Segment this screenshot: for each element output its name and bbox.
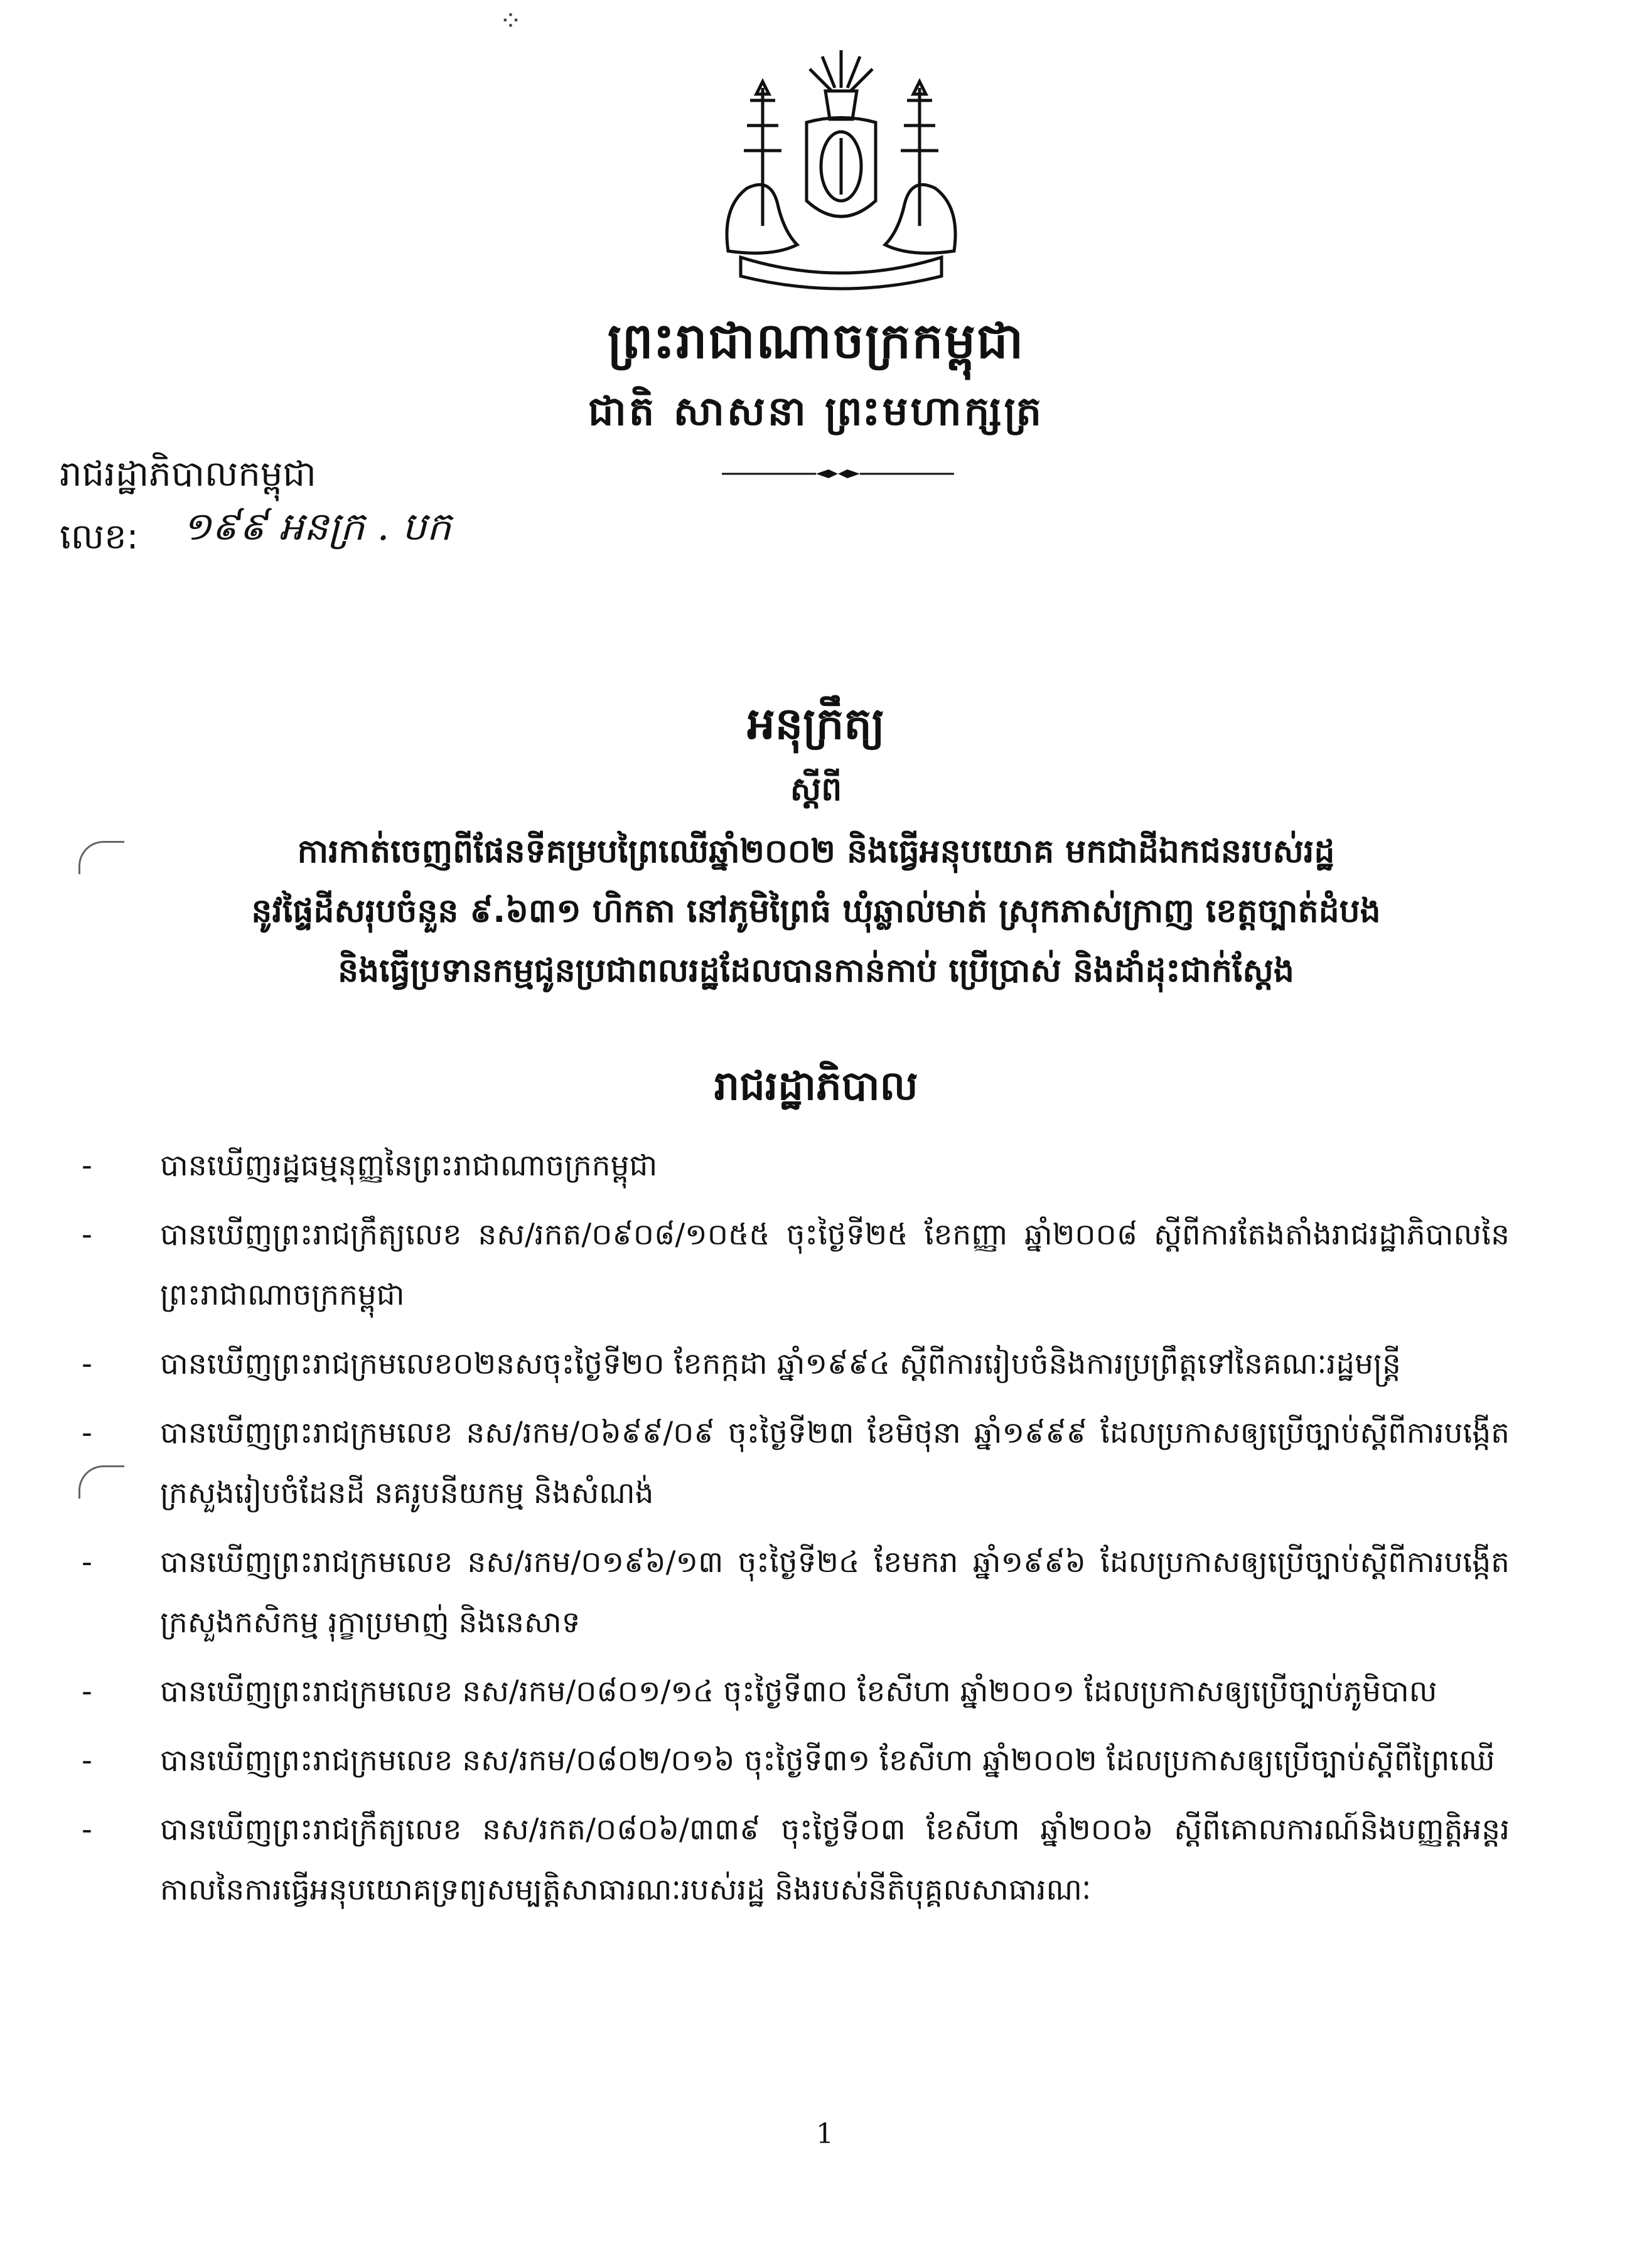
subject-line: និងធ្វើប្រទានកម្មជូនប្រជាពលរដ្ឋដែលបានកាន់កាប់ ប្រើប្រាស់ និងដាំដុះជាក់ស្តែង (338, 952, 1294, 990)
ornamental-divider (722, 468, 954, 480)
crown-shape (825, 91, 857, 119)
left-umbrella (744, 82, 781, 226)
document-subject (100, 822, 1532, 1001)
margin-punch-mark (78, 1465, 124, 1499)
national-motto: ជាតិ សាសនា ព្រះមហាក្សត្រ (588, 388, 1044, 435)
issuing-authority: រាជរដ្ឋាភិបាលកម្ពុជា (60, 454, 316, 495)
scan-speck: ⁘ (499, 5, 522, 37)
reference-text: បានឃើញព្រះរាជក្រមលេខ នស/រកម/០៨០២/០១៦ ចុះថ្ងៃទី៣១ ខែសីហា ឆ្នាំ២០០២ ដែលប្រកាសឲ្យប្រើច្បាប់ស្តីពីព្រៃឈើ (160, 1743, 1495, 1778)
reference-text: បានឃើញព្រះរាជក្រមលេខ នស/រកម/០៨០១/១៤ ចុះថ្ងៃទី៣០ ខែសីហា ឆ្នាំ២០០១ ដែលប្រកាសឲ្យប្រើច្បាប់ភូមិបាល (160, 1674, 1437, 1709)
bullet-dash: - (82, 1416, 92, 1450)
bullet-dash: - (82, 1217, 92, 1252)
reference-item (82, 1205, 1510, 1325)
reference-item (82, 1334, 1510, 1394)
sun-rays (810, 50, 872, 91)
bullet-dash: - (82, 1674, 92, 1709)
reference-text: បានឃើញព្រះរាជក្រមលេខ នស/រកម/០៦៩៩/០៩ ចុះថ្ងៃទី២៣ ខែមិថុនា ឆ្នាំ១៩៩៩ ដែលប្រកាសឲ្យប្រើច្បាប់ស្តីពីការបង្កើតក្រសួងរៀបចំដែនដី នគរូបនីយកម្ម និងសំណង់ (160, 1416, 1510, 1511)
reference-item (82, 1800, 1510, 1920)
right-umbrella (901, 82, 938, 226)
number-label: លេខ: (60, 516, 139, 557)
reference-text: បានឃើញព្រះរាជក្រមលេខ នស/រកម/០១៩៦/១៣ ចុះថ្ងៃទី២៤ ខែមករា ឆ្នាំ១៩៩៦ ដែលប្រកាសឲ្យប្រើច្បាប់ស្តីពីការបង្កើតក្រសួងកសិកម្ម រុក្ខាប្រមាញ់ និងនេសាទ (160, 1545, 1510, 1640)
section-heading: រាជរដ្ឋាភិបាល (714, 1063, 918, 1110)
base-scroll (741, 257, 942, 289)
bullet-dash: - (82, 1743, 92, 1778)
legal-references-list (82, 1136, 1510, 1929)
page-number: 1 (816, 2118, 834, 2150)
royal-arms-emblem (703, 44, 979, 295)
reference-text: បានឃើញរដ្ឋធម្មនុញ្ញនៃព្រះរាជាណាចក្រកម្ពុជា (160, 1148, 658, 1183)
reference-item (82, 1533, 1510, 1653)
reference-item (82, 1403, 1510, 1524)
bullet-dash: - (82, 1545, 92, 1580)
subject-line: ការកាត់ចេញពីផែនទីគម្របព្រៃឈើឆ្នាំ២០០២ និងធ្វើអនុបយោគ មកជាដីឯកជនរបស់រដ្ឋ (297, 833, 1335, 870)
reference-item (82, 1662, 1510, 1722)
reference-item (82, 1731, 1510, 1791)
document-about-label: ស្តីពី (790, 771, 842, 808)
bullet-dash: - (82, 1347, 92, 1381)
reference-text: បានឃើញព្រះរាជក្រឹត្យលេខ នស/រកត/០៨០៦/៣៣៩ ចុះថ្ងៃទី០៣ ខែសីហា ឆ្នាំ២០០៦ ស្តីពីគោលការណ៍និងបញ្ញត្តិអន្តរកាលនៃការធ្វើអនុបយោគទ្រព្យសម្បត្តិសាធារណៈរបស់រដ្ឋ និងរបស់នីតិបុគ្គលសាធារណៈ (160, 1812, 1510, 1907)
reference-item (82, 1136, 1510, 1196)
kingdom-name: ព្រះរាជាណាចក្រកម្ពុជា (607, 313, 1025, 370)
reference-text: បានឃើញព្រះរាជក្រមលេខ០២នសចុះថ្ងៃទី២០ ខែកក្កដា ឆ្នាំ១៩៩៤ ស្តីពីការរៀបចំនិងការប្រព្រឹត្តទៅនៃគណៈរដ្ឋមន្ត្រី (160, 1347, 1401, 1381)
document-title: អនុក្រឹត្យ (747, 698, 885, 749)
bullet-dash: - (82, 1812, 92, 1847)
subject-line: នូវផ្ទៃដីសរុបចំនួន ៩.៦៣១ ហិកតា នៅភូមិព្រៃធំ ឃុំឆ្លាល់មាត់ ស្រុកភាស់ក្រាញ ខេត្តច្បាត់ដំបង (251, 892, 1381, 930)
reference-text: បានឃើញព្រះរាជក្រឹត្យលេខ នស/រកត/០៩០៨/១០៥៥ ចុះថ្ងៃទី២៥ ខែកញ្ញា ឆ្នាំ២០០៨ ស្តីពីការតែងតាំងរាជរដ្ឋាភិបាលនៃព្រះរាជាណាចក្រកម្ពុជា (160, 1217, 1510, 1312)
bullet-dash: - (82, 1148, 92, 1183)
handwritten-number: ១៩៩ អនក្រ . បក (182, 503, 451, 549)
